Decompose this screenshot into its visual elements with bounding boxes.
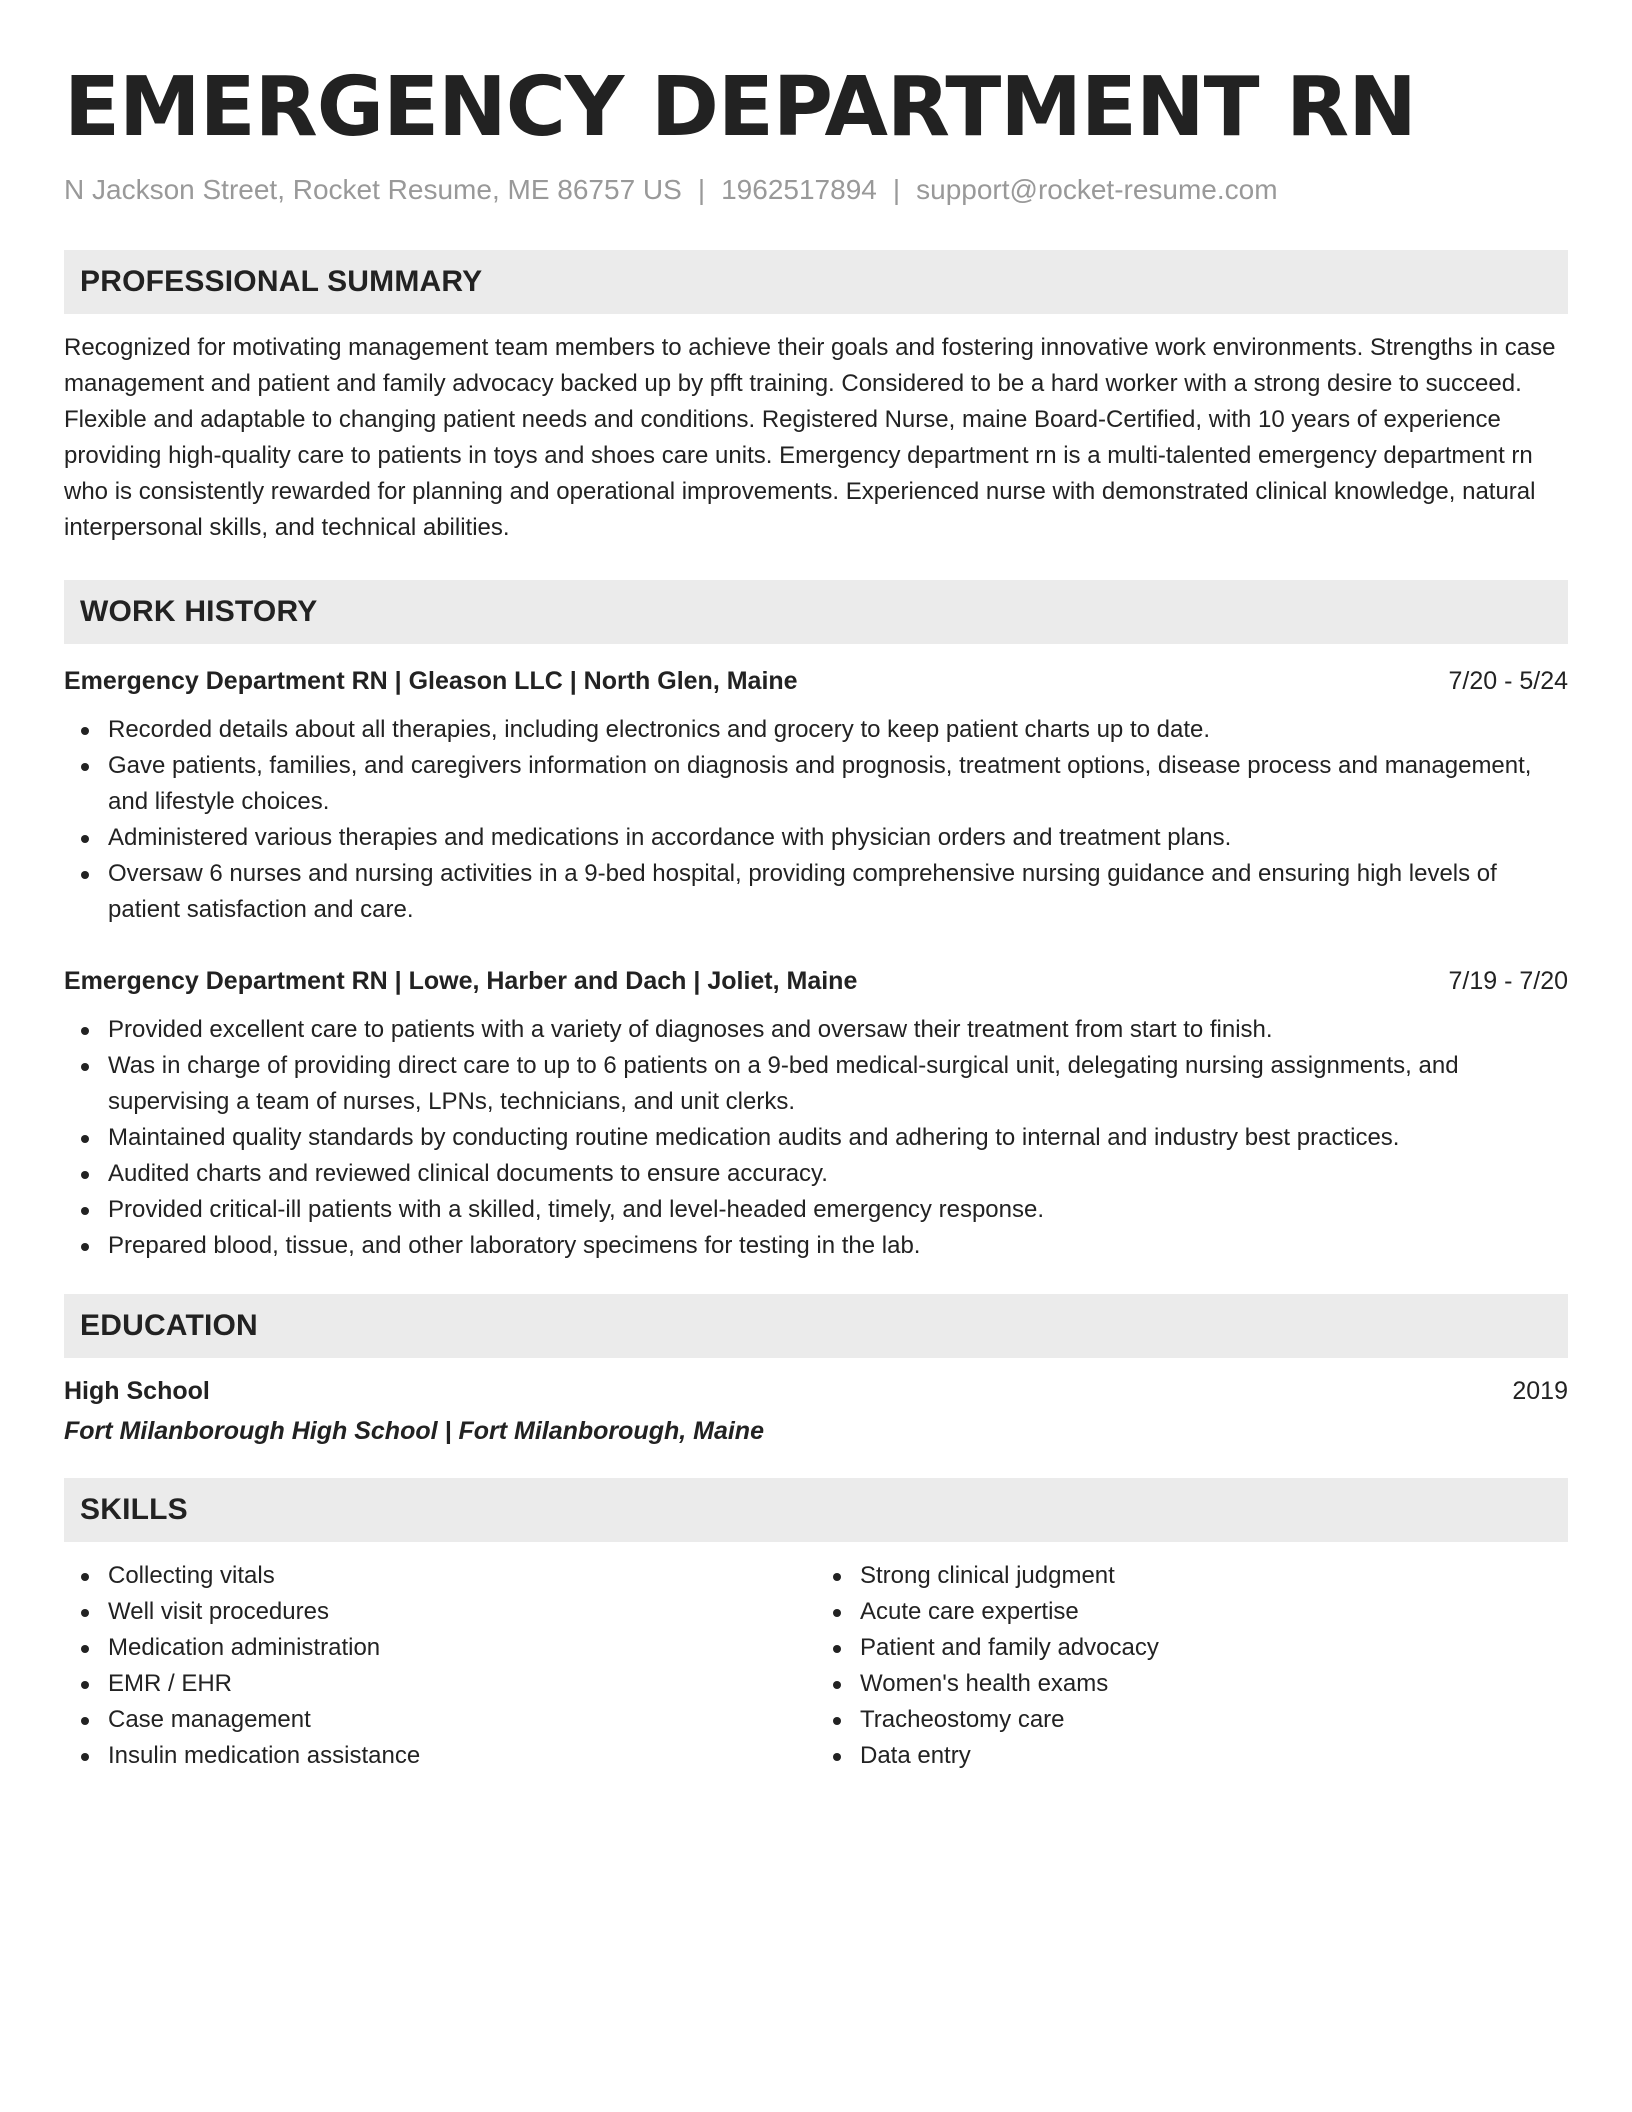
contact-address: N Jackson Street, Rocket Resume, ME 86757 US bbox=[64, 174, 682, 205]
section-header-work-history: WORK HISTORY bbox=[64, 580, 1568, 644]
skill-item: Data entry bbox=[816, 1738, 1568, 1774]
job-entry bbox=[64, 964, 1568, 1264]
job-bullet: Recorded details about all therapies, including electronics and grocery to keep patient charts up to date. bbox=[64, 712, 1568, 748]
section-header-education: EDUCATION bbox=[64, 1294, 1568, 1358]
job-header bbox=[64, 964, 1568, 998]
job-bullets bbox=[64, 1012, 1568, 1264]
skill-item: Tracheostomy care bbox=[816, 1702, 1568, 1738]
summary-text: Recognized for motivating management team members to achieve their goals and fostering innovative work environments. Strengths in case management and patient and family advocacy backed up by pfft training. Considered to be a hard worker with a strong desire to succeed. Flexible and adaptable to changing patient needs and conditions. Registered Nurse, maine Board-Certified, with 10 years of experience providing high-quality care to patients in toys and shoes care units. Emergency department rn is a multi-talented emergency department rn who is consistently rewarded for planning and operational improvements. Experienced nurse with demonstrated clinical knowledge, natural interpersonal skills, and technical abilities. bbox=[64, 334, 1556, 541]
job-bullet: Was in charge of providing direct care to up to 6 patients on a 9-bed medical-surgical unit, delegating nursing assignments, and supervising a team of nurses, LPNs, technicians, and unit clerks. bbox=[64, 1048, 1568, 1120]
skills-list bbox=[64, 1558, 816, 1774]
job-bullet: Administered various therapies and medications in accordance with physician orders and treatment plans. bbox=[64, 820, 1568, 856]
contact-email: support@rocket-resume.com bbox=[916, 174, 1278, 205]
skill-item: Case management bbox=[64, 1702, 816, 1738]
education-degree: High School bbox=[64, 1377, 210, 1405]
skill-item: Patient and family advocacy bbox=[816, 1630, 1568, 1666]
education-year: 2019 bbox=[1512, 1377, 1568, 1405]
resume-name: EMERGENCY DEPARTMENT RN bbox=[64, 60, 1416, 155]
job-dates: 7/19 - 7/20 bbox=[1448, 967, 1568, 995]
skills-list bbox=[816, 1558, 1568, 1774]
job-bullets bbox=[64, 712, 1568, 928]
job-entry bbox=[64, 664, 1568, 928]
job-bullet: Prepared blood, tissue, and other laboratory specimens for testing in the lab. bbox=[64, 1228, 1568, 1264]
skill-item: Well visit procedures bbox=[64, 1594, 816, 1630]
job-bullet: Provided excellent care to patients with a variety of diagnoses and oversaw their treatment from start to finish. bbox=[64, 1012, 1568, 1048]
section-header-summary: PROFESSIONAL SUMMARY bbox=[64, 250, 1568, 314]
job-title: Emergency Department RN | Gleason LLC | North Glen, Maine bbox=[64, 667, 798, 695]
job-header bbox=[64, 664, 1568, 698]
job-bullet: Oversaw 6 nurses and nursing activities in a 9-bed hospital, providing comprehensive nursing guidance and ensuring high levels of patient satisfaction and care. bbox=[64, 856, 1568, 928]
skills-grid bbox=[64, 1558, 1568, 1774]
job-title: Emergency Department RN | Lowe, Harber and Dach | Joliet, Maine bbox=[64, 967, 858, 995]
skills-column-left bbox=[64, 1558, 816, 1774]
contact-separator: | bbox=[892, 174, 901, 205]
skill-item: Collecting vitals bbox=[64, 1558, 816, 1594]
skill-item: Acute care expertise bbox=[816, 1594, 1568, 1630]
skill-item: Strong clinical judgment bbox=[816, 1558, 1568, 1594]
skills-column-right bbox=[816, 1558, 1568, 1774]
skill-item: Insulin medication assistance bbox=[64, 1738, 816, 1774]
skill-item: Women's health exams bbox=[816, 1666, 1568, 1702]
education-header bbox=[64, 1374, 1568, 1408]
education-school: Fort Milanborough High School | Fort Milanborough, Maine bbox=[64, 1417, 764, 1445]
contact-line bbox=[64, 172, 1568, 208]
job-dates: 7/20 - 5/24 bbox=[1448, 667, 1568, 695]
contact-separator: | bbox=[697, 174, 706, 205]
job-bullet: Maintained quality standards by conducting routine medication audits and adhering to internal and industry best practices. bbox=[64, 1120, 1568, 1156]
section-header-skills: SKILLS bbox=[64, 1478, 1568, 1542]
job-bullet: Gave patients, families, and caregivers information on diagnosis and prognosis, treatment options, disease process and management, and lifestyle choices. bbox=[64, 748, 1568, 820]
job-bullet: Audited charts and reviewed clinical documents to ensure accuracy. bbox=[64, 1156, 1568, 1192]
contact-phone: 1962517894 bbox=[721, 174, 877, 205]
skill-item: EMR / EHR bbox=[64, 1666, 816, 1702]
skill-item: Medication administration bbox=[64, 1630, 816, 1666]
job-bullet: Provided critical-ill patients with a skilled, timely, and level-headed emergency response. bbox=[64, 1192, 1568, 1228]
